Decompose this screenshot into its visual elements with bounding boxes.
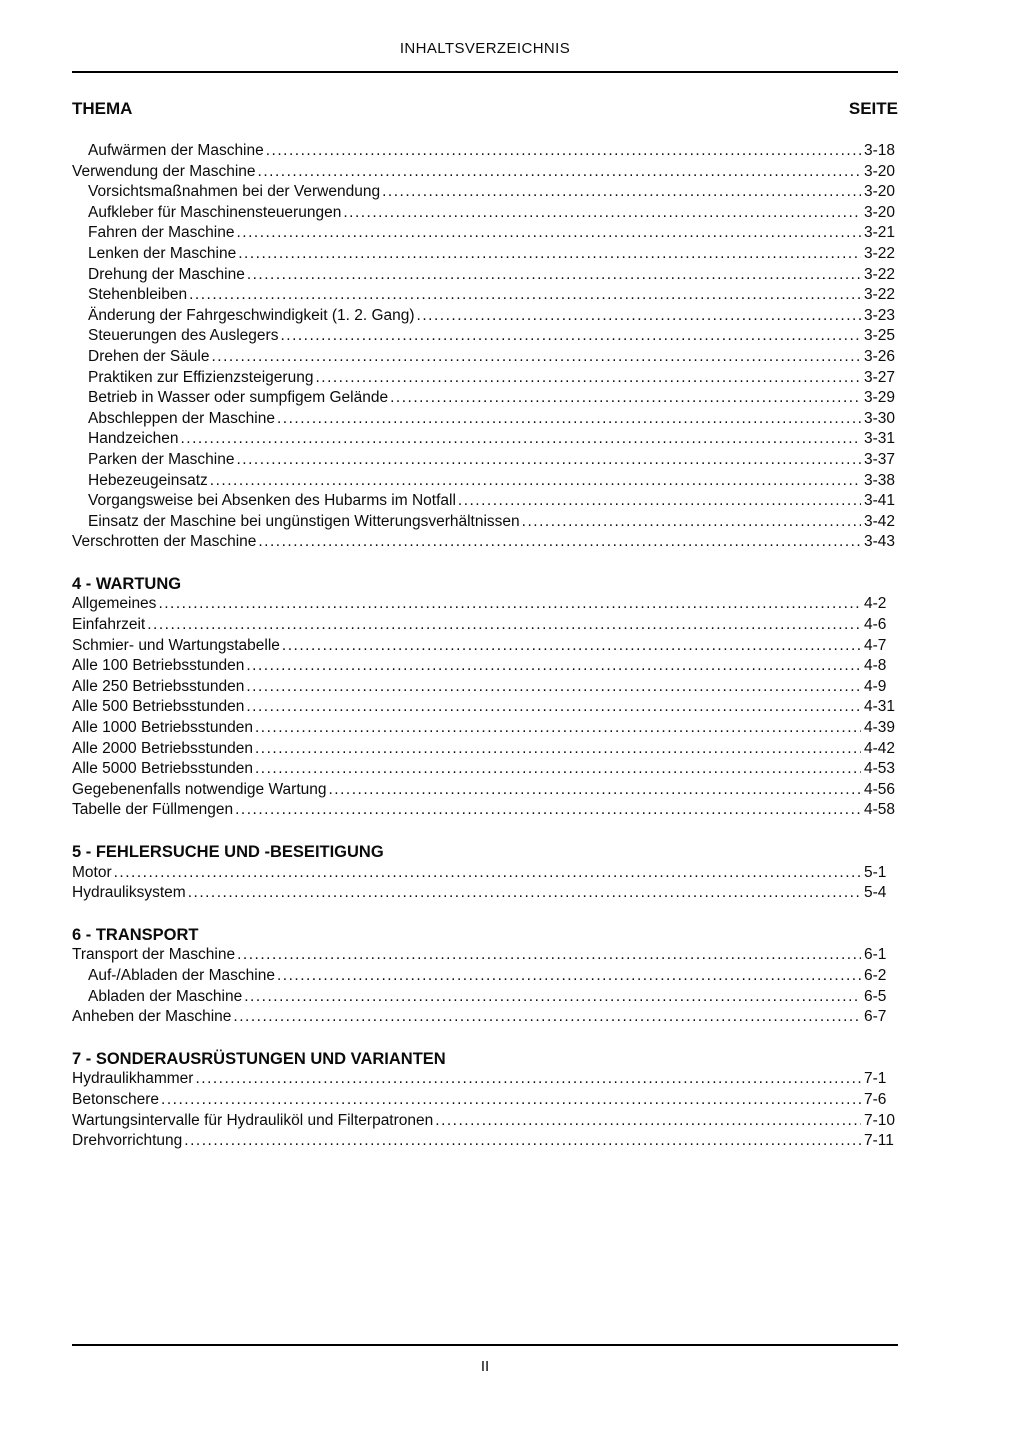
dot-leader: [236, 450, 861, 471]
toc-entry-page: 4-53: [864, 760, 896, 778]
columns-header-row: [72, 99, 898, 119]
toc-entry: [72, 615, 898, 636]
header-title: INHALTSVERZEICHNIS: [399, 40, 571, 57]
toc-entry-label: Hydrauliksystem: [72, 884, 186, 902]
section-heading: 6 - TRANSPORT: [72, 925, 199, 944]
dot-leader: [247, 265, 861, 286]
toc-entry-page: 4-6: [864, 616, 887, 634]
dot-leader: [390, 388, 861, 409]
toc-entry: [72, 697, 898, 718]
toc-entry: [72, 966, 898, 987]
toc-entry: [72, 244, 898, 265]
toc-entry-page: 4-8: [864, 657, 887, 675]
toc-entry-label: Auf-/Abladen der Maschine: [88, 966, 275, 984]
toc-entry-page: 6-2: [864, 966, 887, 984]
toc-entry: [72, 409, 898, 430]
dot-leader: [233, 1007, 861, 1028]
toc-entry-page: 3-41: [864, 492, 896, 510]
dot-leader: [435, 1111, 861, 1132]
toc-entry: [72, 1007, 898, 1028]
toc-entry-label: Wartungsintervalle für Hydrauliköl und Filterpatronen: [72, 1111, 434, 1129]
toc-entry-label: Verwendung der Maschine: [72, 162, 256, 180]
toc-entry: [72, 285, 898, 306]
toc-entry-label: Stehenbleiben: [88, 286, 188, 304]
toc-entry: [72, 265, 898, 286]
page-header: [72, 40, 898, 73]
toc-entry-page: 3-27: [864, 368, 896, 386]
header-rule: [72, 71, 898, 73]
toc-entry-page: 3-22: [864, 286, 896, 304]
toc-entry-label: Aufwärmen der Maschine: [88, 142, 264, 159]
dot-leader: [210, 471, 861, 492]
toc-entry-page: 3-20: [864, 183, 896, 201]
toc-entry-page: 4-58: [864, 801, 896, 819]
toc-entry-label: Betrieb in Wasser oder sumpfigem Gelände: [88, 389, 389, 407]
toc-entry-label: Motor: [72, 863, 112, 881]
dot-leader: [258, 162, 861, 183]
toc-entry-label: Alle 1000 Betriebsstunden: [72, 719, 253, 737]
toc-entry: [72, 780, 898, 801]
dot-leader: [280, 326, 861, 347]
dot-leader: [188, 883, 861, 904]
dot-leader: [235, 800, 861, 821]
toc-entry: [72, 162, 898, 183]
section-heading: 4 - WARTUNG: [72, 574, 182, 593]
toc-entry-page: 3-21: [864, 224, 896, 242]
dot-leader: [282, 636, 861, 657]
toc-entry-page: 3-43: [864, 533, 896, 551]
toc-entry-label: Abladen der Maschine: [88, 987, 243, 1005]
dot-leader: [255, 759, 861, 780]
toc-entry: [72, 718, 898, 739]
dot-leader: [189, 285, 861, 306]
toc-entry-page: 4-42: [864, 739, 896, 757]
toc-entry-label: Vorsichtsmaßnahmen bei der Verwendung: [88, 183, 381, 201]
toc-entry-page: 3-29: [864, 389, 896, 407]
dot-leader: [244, 987, 861, 1008]
dot-leader: [184, 1131, 861, 1152]
toc-entry-page: 4-2: [864, 595, 887, 613]
toc-entry-page: 4-56: [864, 780, 896, 798]
dot-leader: [246, 656, 861, 677]
dot-leader: [315, 368, 861, 389]
toc-entry-label: Hebezeugeinsatz: [88, 471, 208, 489]
dot-leader: [180, 429, 861, 450]
toc-entry-label: Schmier- und Wartungstabelle: [72, 636, 280, 654]
toc-entry: [72, 326, 898, 347]
toc-entry-label: Vorgangsweise bei Absenken des Hubarms im Notfall: [88, 492, 456, 510]
toc-entry: [72, 987, 898, 1008]
toc-entry-label: Drehung der Maschine: [88, 265, 245, 283]
toc-entry-page: 3-20: [864, 162, 896, 180]
toc-entry-label: Betonschere: [72, 1090, 160, 1108]
toc-entry: [72, 1131, 898, 1152]
toc-entry-page: 3-37: [864, 450, 896, 468]
toc-entry-page: 3-18: [864, 142, 896, 159]
dot-leader: [158, 594, 861, 615]
toc-entry-page: 3-42: [864, 512, 896, 530]
dot-leader: [417, 306, 861, 327]
page-number: II: [480, 1358, 490, 1375]
toc-entry: [72, 1111, 898, 1132]
toc-entry-label: Alle 500 Betriebsstunden: [72, 698, 245, 716]
toc-entry-page: 7-10: [864, 1111, 896, 1129]
toc-entry-label: Aufkleber für Maschinensteuerungen: [88, 203, 342, 221]
dot-leader: [277, 966, 861, 987]
toc-entry-label: Anheben der Maschine: [72, 1008, 232, 1026]
dot-leader: [238, 244, 861, 265]
toc-entry: [72, 759, 898, 780]
dot-leader: [255, 739, 861, 760]
dot-leader: [246, 697, 861, 718]
toc-entry-page: 3-38: [864, 471, 896, 489]
dot-leader: [237, 945, 861, 966]
toc-entry-page: 3-20: [864, 203, 896, 221]
dot-leader: [161, 1090, 861, 1111]
dot-leader: [212, 347, 862, 368]
toc-entry-label: Drehvorrichtung: [72, 1132, 183, 1150]
toc-entry: [72, 368, 898, 389]
toc-entry: [72, 656, 898, 677]
toc-entry-page: 3-23: [864, 306, 896, 324]
toc-entry: [72, 203, 898, 224]
toc-entry-page: 5-1: [864, 863, 887, 881]
toc-entry-label: Praktiken zur Effizienzsteigerung: [88, 368, 314, 386]
toc-entry-label: Abschleppen der Maschine: [88, 409, 275, 427]
toc-entry-page: 3-30: [864, 409, 896, 427]
column-header-thema: THEMA: [72, 99, 133, 118]
toc-entry-page: 4-31: [864, 698, 896, 716]
dot-leader: [258, 532, 861, 553]
toc-entry-label: Lenken der Maschine: [88, 244, 237, 262]
toc-entry-label: Hydraulikhammer: [72, 1070, 194, 1088]
toc-entry: [72, 636, 898, 657]
toc-entry-page: 6-7: [864, 1008, 887, 1026]
toc-entry-page: 7-11: [864, 1132, 894, 1150]
dot-leader: [329, 780, 862, 801]
toc-entry-label: Alle 100 Betriebsstunden: [72, 657, 245, 675]
toc-entry-label: Parken der Maschine: [88, 450, 235, 468]
toc-entry-label: Handzeichen: [88, 430, 179, 448]
dot-leader: [382, 182, 861, 203]
dot-leader: [343, 203, 861, 224]
column-header-seite: SEITE: [848, 99, 898, 118]
toc-entry-label: Alle 250 Betriebsstunden: [72, 677, 245, 695]
toc-entry: [72, 182, 898, 203]
dot-leader: [255, 718, 861, 739]
toc-entry-page: 3-31: [864, 430, 896, 448]
toc-entry-label: Tabelle der Füllmengen: [72, 801, 234, 819]
toc-entry: [72, 594, 898, 615]
toc-entry: [72, 739, 898, 760]
section-heading: 5 - FEHLERSUCHE UND -BESEITIGUNG: [72, 843, 384, 861]
toc-entry-page: 4-39: [864, 719, 896, 737]
toc-entry: [72, 306, 898, 327]
dot-leader: [114, 863, 861, 884]
toc-entry-label: Änderung der Fahrgeschwindigkeit (1. 2. Gang): [88, 306, 415, 324]
dot-leader: [236, 223, 861, 244]
toc-entry: [72, 883, 898, 904]
toc-entry-page: 3-26: [864, 347, 896, 365]
toc-entry-page: 6-5: [864, 987, 887, 1005]
toc-entry-label: Einsatz der Maschine bei ungünstigen Witterungsverhältnissen: [88, 512, 520, 530]
toc-entry-page: 5-4: [864, 884, 887, 902]
toc-entry-page: 4-7: [864, 636, 887, 654]
dot-leader: [277, 409, 861, 430]
toc-entry-label: Alle 5000 Betriebsstunden: [72, 760, 253, 778]
toc-entry: [72, 945, 898, 966]
toc-entry: [72, 863, 898, 884]
toc-entry-label: Gegebenenfalls notwendige Wartung: [72, 780, 327, 798]
toc: [72, 141, 898, 1152]
toc-entry: [72, 141, 898, 162]
toc-entry-page: 3-22: [864, 244, 896, 262]
page-footer: [72, 1344, 898, 1376]
dot-leader: [195, 1069, 861, 1090]
toc-entry-page: 7-6: [864, 1090, 887, 1108]
toc-entry-label: Alle 2000 Betriebsstunden: [72, 739, 253, 757]
toc-entry-label: Verschrotten der Maschine: [72, 533, 257, 551]
toc-entry-label: Fahren der Maschine: [88, 224, 235, 242]
toc-entry: [72, 532, 898, 553]
toc-entry: [72, 1069, 898, 1090]
dot-leader: [522, 512, 861, 533]
toc-entry-page: 6-1: [864, 946, 887, 964]
toc-entry: [72, 677, 898, 698]
toc-entry: [72, 429, 898, 450]
toc-entry: [72, 450, 898, 471]
toc-entry-page: 3-25: [864, 327, 896, 345]
toc-entry: [72, 388, 898, 409]
toc-entry: [72, 1090, 898, 1111]
toc-entry-page: 4-9: [864, 677, 887, 695]
toc-entry: [72, 347, 898, 368]
toc-entry: [72, 471, 898, 492]
toc-entry-label: Allgemeines: [72, 595, 157, 613]
toc-entry-label: Einfahrzeit: [72, 616, 146, 634]
toc-entry: [72, 512, 898, 533]
dot-leader: [246, 677, 861, 698]
dot-leader: [266, 141, 861, 162]
section-heading: 7 - SONDERAUSRÜSTUNGEN UND VARIANTEN: [72, 1049, 446, 1068]
toc-entry: [72, 800, 898, 821]
toc-entry-page: 7-1: [864, 1070, 887, 1088]
footer-rule: [72, 1344, 898, 1346]
toc-entry-label: Steuerungen des Auslegers: [88, 327, 279, 345]
toc-entry-label: Drehen der Säule: [88, 347, 210, 365]
dot-leader: [147, 615, 861, 636]
dot-leader: [458, 491, 861, 512]
toc-entry: [72, 223, 898, 244]
toc-entry: [72, 491, 898, 512]
toc-entry-label: Transport der Maschine: [72, 946, 236, 964]
toc-entry-page: 3-22: [864, 265, 896, 283]
